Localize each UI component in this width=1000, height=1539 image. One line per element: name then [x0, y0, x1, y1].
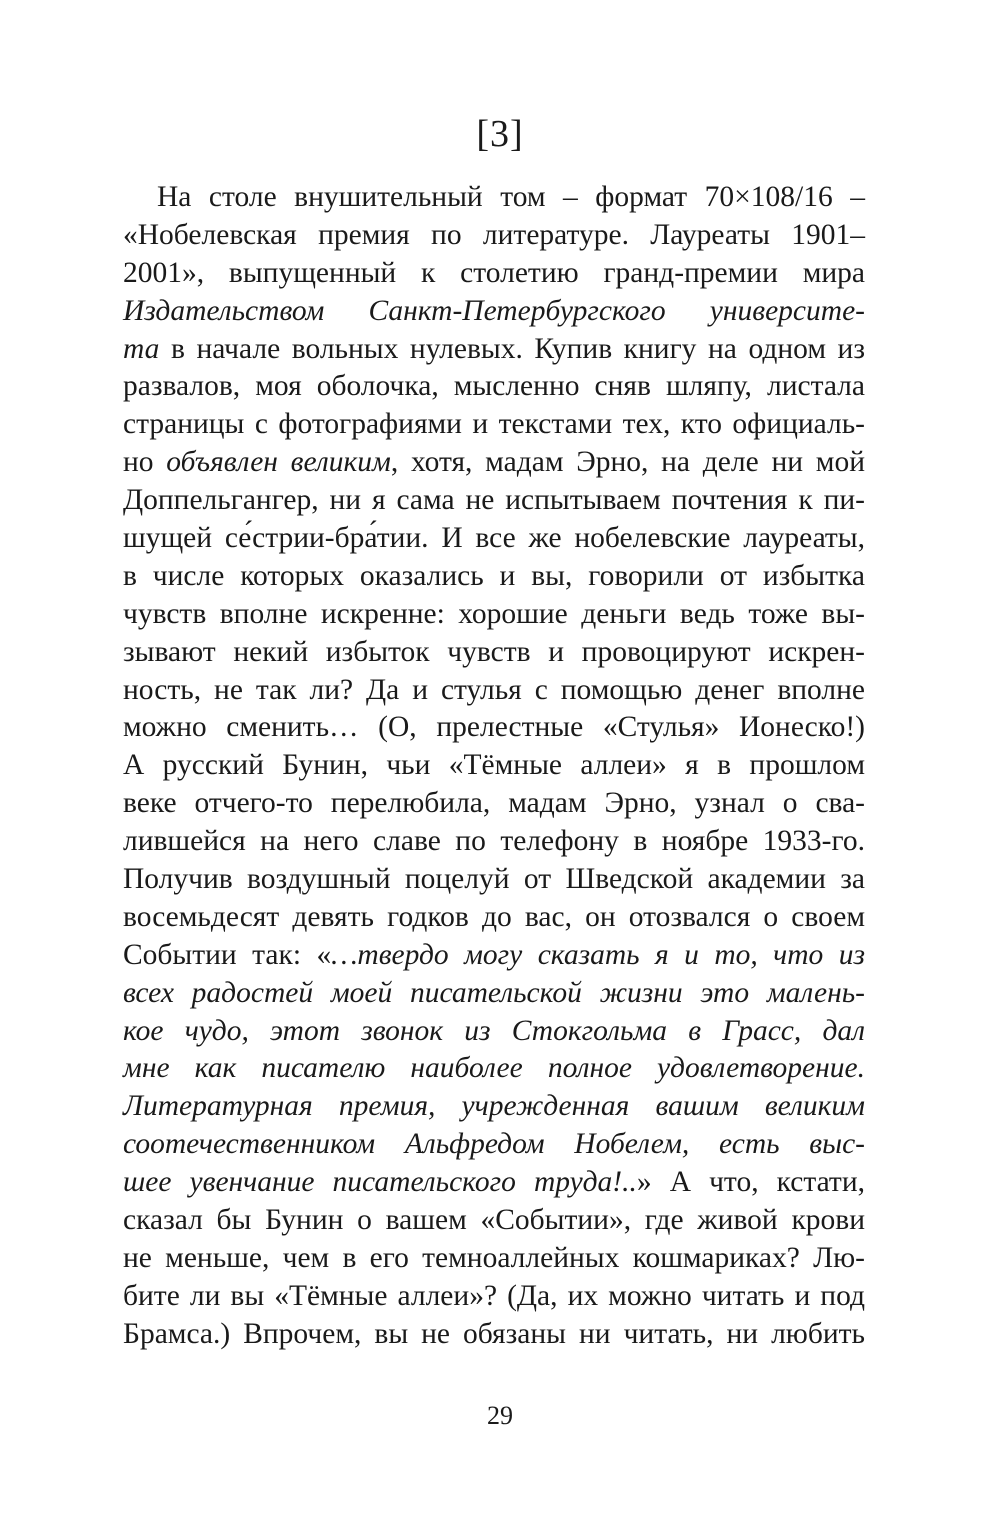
text-line: [123, 899, 865, 937]
text-segment: не меньше, чем в его темноаллейных кошмариках? Лю-: [123, 1241, 865, 1274]
italic-text-segment: объявлен великим: [166, 446, 391, 479]
text-segment: Брамса.) Впрочем, вы не обязаны ни читать, ни любить: [123, 1317, 865, 1350]
text-line: [123, 482, 865, 520]
text-line: [123, 747, 865, 785]
text-segment: веке отчего-то перелюбила, мадам Эрно, узнал о сва-: [123, 787, 865, 820]
italic-text-segment: мне как писателю наиболее полное удовлетворение.: [123, 1052, 865, 1085]
italic-text-segment: кое чудо, этот звонок из Стокгольма в Грасс, дал: [123, 1014, 865, 1047]
text-line: [123, 785, 865, 823]
text-line: [123, 596, 865, 634]
text-segment: Доппельгангер, ни я сама не испытываем почтения к пи-: [123, 484, 865, 517]
text-segment: бите ли вы «Тёмные аллеи»? (Да, их можно читать и под: [123, 1279, 865, 1312]
text-segment: страницы с фотографиями и текстами тех, кто официаль-: [123, 408, 865, 441]
text-segment: А русский Бунин, чьи «Тёмные аллеи» я в прошлом: [123, 749, 865, 782]
text-line: [123, 368, 865, 406]
text-segment: Получив воздушный поцелуй от Шведской академии за: [123, 863, 865, 896]
text-segment: сказал бы Бунин о вашем «Событии», где живой крови: [123, 1204, 865, 1237]
text-segment: ность, не так ли? Да и стулья с помощью денег вполне: [123, 673, 865, 706]
text-line: [123, 1050, 865, 1088]
text-segment: шущей се́стрии-бра́тии. И все же нобелевские лауреаты,: [123, 522, 865, 555]
text-line: [123, 1088, 865, 1126]
text-line: [123, 1126, 865, 1164]
text-line: [123, 709, 865, 747]
italic-text-segment: Издательством Санкт-Петербургского университе-: [123, 294, 865, 327]
text-line: [123, 520, 865, 558]
text-segment: в начале вольных нулевых. Купив книгу на одном из: [159, 332, 865, 365]
text-line: [123, 255, 865, 293]
text-line: [123, 634, 865, 672]
text-line: [123, 1202, 865, 1240]
text-segment: 2001», выпущенный к столетию гранд-премии мира: [123, 256, 865, 289]
text-line: [123, 1240, 865, 1278]
text-line: [123, 444, 865, 482]
text-segment: в числе которых оказались и вы, говорили от избытка: [123, 559, 865, 592]
page-number: 29: [487, 1401, 513, 1430]
body-text: [123, 179, 865, 1354]
italic-text-segment: соотечественником Альфредом Нобелем, есть выс-: [123, 1128, 865, 1161]
text-segment: Событии так: «: [123, 938, 332, 971]
text-line: [123, 1278, 865, 1316]
text-line: [123, 558, 865, 596]
text-segment: можно сменить… (О, прелестные «Стулья» Ионеско!): [123, 711, 865, 744]
text-segment: лившейся на него славе по телефону в ноябре 1933-го.: [123, 825, 865, 858]
text-segment: » А что, кстати,: [636, 1166, 865, 1199]
text-line: [123, 179, 865, 217]
text-line: [123, 1164, 865, 1202]
text-line: [123, 937, 865, 975]
text-segment: но: [123, 446, 167, 479]
italic-text-segment: шее увенчание писательского труда!..: [123, 1166, 637, 1199]
text-line: [123, 823, 865, 861]
text-segment: , хотя, мадам Эрно, на деле ни мой: [390, 446, 865, 479]
chapter-heading: [3]: [476, 113, 524, 155]
italic-text-segment: …твердо могу сказать я и то, что из: [331, 938, 865, 971]
text-segment: зывают некий избыток чувств и провоцируют искрен-: [123, 635, 865, 668]
text-line: [123, 861, 865, 899]
text-line: [123, 293, 865, 331]
italic-text-segment: всех радостей моей писательской жизни это малень-: [123, 976, 865, 1009]
italic-text-segment: Литературная премия, учрежденная вашим великим: [123, 1090, 865, 1123]
text-line: [123, 331, 865, 369]
text-line: [123, 406, 865, 444]
text-line: [123, 672, 865, 710]
italic-text-segment: та: [123, 332, 160, 365]
text-segment: чувств вполне искренне: хорошие деньги ведь тоже вы-: [123, 597, 865, 630]
text-line: [123, 975, 865, 1013]
text-segment: «Нобелевская премия по литературе. Лауреаты 1901–: [123, 218, 865, 251]
text-line: [123, 217, 865, 255]
text-segment: развалов, моя оболочка, мысленно сняв шляпу, листала: [123, 370, 865, 403]
text-line: [123, 1013, 865, 1051]
text-line: [123, 1316, 865, 1354]
text-segment: восемьдесят девять годков до вас, он отозвался о своем: [123, 900, 865, 933]
text-segment: На столе внушительный том – формат 70×108/16 –: [157, 181, 865, 213]
